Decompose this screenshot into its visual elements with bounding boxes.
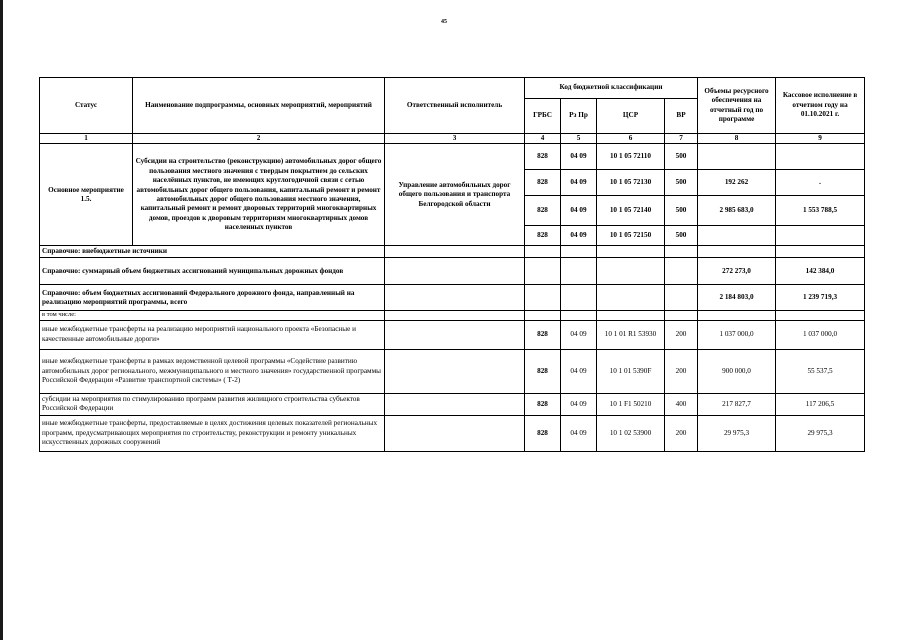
volume-cell: 900 000,0 [698,349,776,393]
cash-cell: 29 975,3 [776,415,865,451]
main-event-row [40,144,865,170]
header-code-group: Код бюджетной классификации [525,78,698,99]
federal-item-label: иные межбюджетные трансферты, предоставляемые в целях достижения целевых показателей региональных программ, предусматривающих мероприятия по строительству, реконструкции и ремонту уникальных искусственных дорожных сооружений [40,415,385,451]
table-row [40,415,865,451]
rzpr-cell: 04 09 [561,226,597,246]
page-number: 45 [441,19,447,25]
grbs-cell: 828 [525,226,561,246]
budget-table [39,77,865,452]
federal-volume: 2 184 803,0 [698,285,776,311]
rzpr-cell: 04 09 [561,320,597,349]
vr-cell: 500 [665,196,698,226]
column-number: 4 [525,134,561,144]
header-vr: ВР [665,99,698,134]
column-number: 6 [597,134,665,144]
federal-cash: 1 239 719,3 [776,285,865,311]
rzpr-cell: 04 09 [561,144,597,170]
csr-cell: 10 1 05 72150 [597,226,665,246]
header-cash: Кассовое исполнение в отчетном году на 01.10.2021 г. [776,78,865,134]
rzpr-cell: 04 09 [561,349,597,393]
volume-cell: 192 262 [698,170,776,196]
cash-cell: . [776,170,865,196]
municipal-funds-label: Справочно: суммарный объем бюджетных ассигнований муниципальных дорожных фондов [40,258,385,285]
vr-cell: 200 [665,320,698,349]
column-number-row [40,134,865,144]
column-number: 5 [561,134,597,144]
header-status: Статус [40,78,133,134]
vr-cell: 500 [665,144,698,170]
rzpr-cell: 04 09 [561,393,597,415]
column-number: 2 [133,134,385,144]
cash-cell [776,144,865,170]
csr-cell: 10 1 05 72110 [597,144,665,170]
volume-cell: 29 975,3 [698,415,776,451]
federal-fund-label: Справочно: объем бюджетных ассигнований Федерального дорожного фонда, направленный на реализацию мероприятий программы, всего [40,285,385,311]
cash-cell: 55 537,5 [776,349,865,393]
table-row [40,349,865,393]
header-executor: Ответственный исполнитель [385,78,525,134]
main-event-executor: Управление автомобильных дорог общего пользования и транспорта Белгородской области [385,144,525,246]
main-event-name: Субсидии на строительство (реконструкцию) автомобильных дорог общего пользования местного значения с твердым покрытием до сельских населённых пунктов, не имеющих круглогодичной связи с сетью автомобильных дорог общего пользования, капитальный ремонт и ремонт автомобильных дорог общего пользования местного значения, капитальный ремонт и ремонт дворовых территорий многоквартирных домов, проездов к дворовым территориям многоквартирных домов населенных пунктов [133,144,385,246]
main-event-status: Основное мероприятие 1.5. [40,144,133,246]
rzpr-cell: 04 09 [561,415,597,451]
volume-cell: 2 985 683,0 [698,196,776,226]
grbs-cell: 828 [525,393,561,415]
vr-cell: 200 [665,349,698,393]
federal-item-label: субсидии на мероприятия по стимулированию программ развития жилищного строительства субъектов Российской Федерации [40,393,385,415]
column-number: 7 [665,134,698,144]
header-csr: ЦСР [597,99,665,134]
csr-cell: 10 1 05 72140 [597,196,665,226]
including-row [40,311,865,320]
cash-cell: 1 037 000,0 [776,320,865,349]
grbs-cell: 828 [525,415,561,451]
header-volume: Объемы ресурсного обеспечения на отчетный год по программе [698,78,776,134]
vr-cell: 200 [665,415,698,451]
grbs-cell: 828 [525,349,561,393]
cash-cell: 117 206,5 [776,393,865,415]
column-number: 1 [40,134,133,144]
csr-cell: 10 1 F1 50210 [597,393,665,415]
header-grbs: ГРБС [525,99,561,134]
csr-cell: 10 1 01 R1 53930 [597,320,665,349]
cash-cell: 1 553 788,5 [776,196,865,226]
page-edge-shadow [0,0,3,640]
column-number: 3 [385,134,525,144]
municipal-cash: 142 384,0 [776,258,865,285]
federal-item-label: иные межбюджетные трансферты в рамках ведомственной целевой программы «Содействие развитию автомобильных дорог регионального, межмуниципального и местного значения» государственной программы Российской Федерации «Развитие транспортной системы» ( Т-2) [40,349,385,393]
volume-cell: 1 037 000,0 [698,320,776,349]
volume-cell [698,226,776,246]
column-number: 9 [776,134,865,144]
municipal-funds-row [40,258,865,285]
table-row [40,393,865,415]
volume-cell [698,144,776,170]
table-row [40,320,865,349]
federal-item-label: иные межбюджетные трансферты на реализацию мероприятий национального проекта «Безопасные и качественные автомобильные дороги» [40,320,385,349]
csr-cell: 10 1 01 5390F [597,349,665,393]
header-row-1 [40,78,865,99]
csr-cell: 10 1 05 72130 [597,170,665,196]
including-label: в том числе: [40,311,385,320]
cash-cell [776,226,865,246]
vr-cell: 500 [665,170,698,196]
grbs-cell: 828 [525,196,561,226]
municipal-volume: 272 273,0 [698,258,776,285]
federal-fund-row [40,285,865,311]
vr-cell: 500 [665,226,698,246]
rzpr-cell: 04 09 [561,170,597,196]
csr-cell: 10 1 02 53900 [597,415,665,451]
grbs-cell: 828 [525,320,561,349]
column-number: 8 [698,134,776,144]
grbs-cell: 828 [525,144,561,170]
header-rzpr: Рз Пр [561,99,597,134]
volume-cell: 217 827,7 [698,393,776,415]
extrabudget-label: Справочно: внебюджетные источники [40,246,385,258]
header-name: Наименование подпрограммы, основных мероприятий, мероприятий [133,78,385,134]
grbs-cell: 828 [525,170,561,196]
rzpr-cell: 04 09 [561,196,597,226]
extrabudget-row [40,246,865,258]
vr-cell: 400 [665,393,698,415]
